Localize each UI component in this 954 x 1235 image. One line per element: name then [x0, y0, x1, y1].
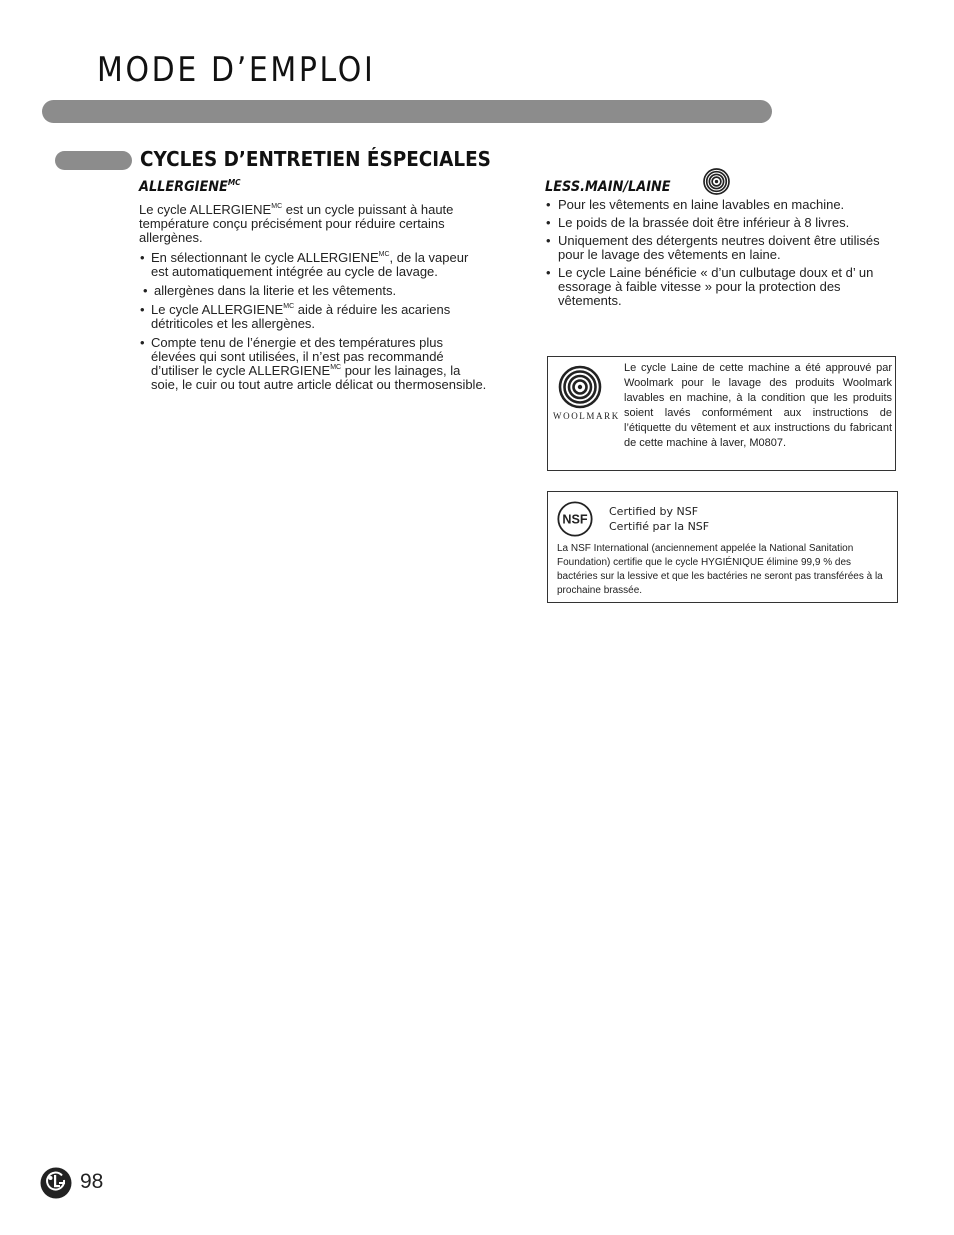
list-item: • Le poids de la brassée doit être inférieur à 8 livres. [546, 216, 896, 230]
nsf-line-french: Certifié par la NSF [609, 520, 710, 533]
allergiene-heading [139, 179, 241, 195]
list-item [139, 336, 489, 392]
list-item: • Uniquement des détergents neutres doivent être utilisés pour le lavage des vêtements en laine. [546, 234, 896, 262]
woolmark-logo-text: WOOLMARK [553, 411, 620, 421]
bullet-sup: MC [330, 364, 342, 371]
woolmark-logo-icon [558, 365, 602, 409]
nsf-certification-text: La NSF International (anciennement appelée la National Sanitation Foundation) certifie que le cycle HYGIÉNIQUE élimine 99,9 % des bactéries sur la lessive et que les bactéries ne seront pas transférées à la prochaine brassée. [557, 543, 883, 596]
list-item [139, 251, 489, 279]
bullet-text: aide à réduire les acariens détriticoles et les allergènes. [151, 302, 451, 331]
woolmark-icon [703, 168, 730, 195]
list-item [139, 303, 489, 331]
intro-text-1: Le cycle ALLERGIENE [139, 202, 272, 217]
intro-sup: MC [271, 203, 283, 210]
laine-bullets [546, 198, 896, 308]
bullet-sup: MC [378, 251, 390, 258]
bullet-text: , de la vapeur est automatiquement intégrée au cycle de lavage. [151, 250, 469, 279]
allergiene-body [139, 203, 489, 397]
page-title: MODE D’EMPLOI [97, 50, 376, 90]
nsf-certified-lines [609, 504, 709, 534]
nsf-logo-icon [557, 501, 593, 537]
list-item: • Pour les vêtements en laine lavables en machine. [546, 198, 896, 212]
bullet-sup: MC [283, 303, 295, 310]
list-item [139, 284, 489, 298]
page-number: 98 [80, 1170, 104, 1193]
allergiene-bullets [139, 251, 489, 392]
bullet-text: pour les lainages, la soie, le cuir ou tout autre article délicat ou thermosensible. [151, 363, 487, 392]
laine-body [546, 198, 896, 312]
section-marker [55, 151, 132, 170]
allergiene-intro [139, 203, 489, 245]
lg-logo [40, 1167, 72, 1199]
intro-text-2: est un cycle puissant à haute température conçu précisément pour réduire certains allergènes. [139, 202, 454, 245]
woolmark-approval-box [547, 356, 896, 471]
title-bar [42, 100, 772, 123]
allergiene-heading-text: ALLERGIENE [139, 179, 228, 195]
nsf-logo-text: NSF [562, 512, 588, 527]
bullet-text: Le cycle ALLERGIENE [151, 302, 284, 317]
nsf-line-english: Certified by NSF [609, 505, 699, 518]
laine-heading: LESS.MAIN/LAINE [545, 179, 671, 195]
bullet-text: Compte tenu de l’énergie et des températures plus élevées qui sont utilisées, il n’est pas recommandé d’utiliser le cycle ALLERGIENE [151, 335, 444, 378]
list-item: • Le cycle Laine bénéficie « d’un culbutage doux et d’ un essorage à faible vitesse » pour la protection des vêtements. [546, 266, 896, 308]
woolmark-approval-text: Le cycle Laine de cette machine a été approuvé par Woolmark pour le lavage des produits Woolmark lavables en machine, à la condition que les produits soient lavés conformément aux instructions de l’étiquette du vêtement et aux instructions du fabricant de cette machine à laver, M0807. [624, 362, 892, 449]
section-title: CYCLES D’ENTRETIEN ÉSPECIALES [140, 147, 491, 171]
bullet-text: allergènes dans la literie et les vêtements. [154, 283, 397, 298]
nsf-certification-box [547, 491, 898, 603]
allergiene-heading-sup: MC [227, 178, 241, 187]
bullet-text: En sélectionnant le cycle ALLERGIENE [151, 250, 379, 265]
